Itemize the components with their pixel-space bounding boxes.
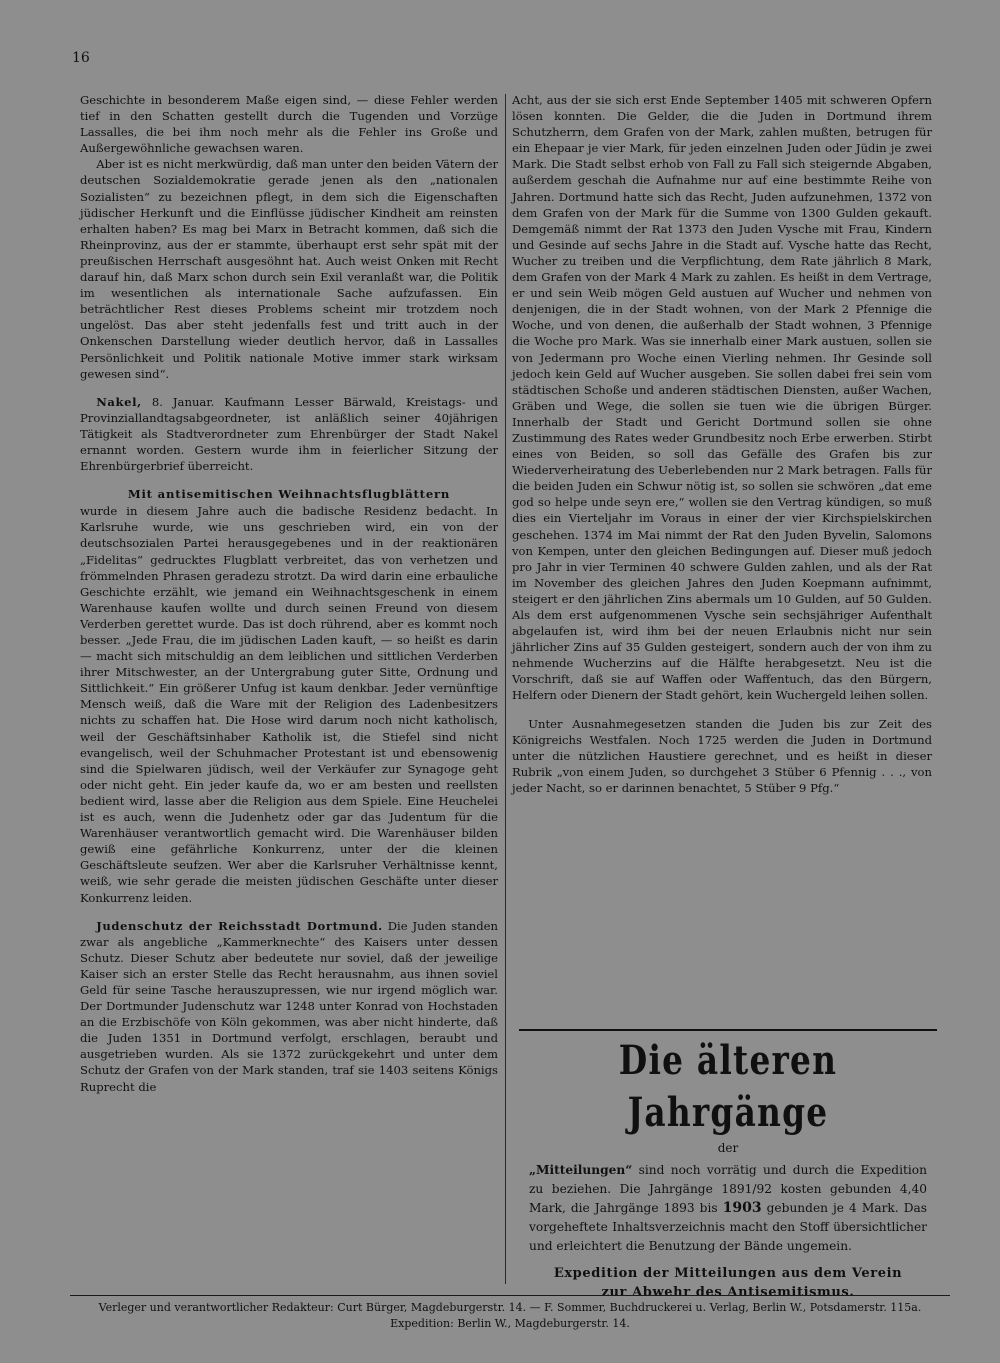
nakel-article [80, 394, 498, 474]
lassalle-paragraph-marx: Aber ist es nicht merkwürdig, daß man unter den beiden Vätern der deutschen Sozialdemokratie gerade jenen als den „nationalen Sozialisten“ zu bezeichnen pflegt, in dem sich die Eigenschaften jüdischer Herkunft und die Einflüsse jüdischer Kindheit am reinsten erhalten haben? Es mag bei Marx in Betracht kommen, daß sich die Rheinprovinz, aus der er stammte, überhaupt erst sehr spät mit der preußischen Herrschaft ausgesöhnt hat. Auch weist Onken mit Recht darauf hin, daß Marx schon durch sein Exil veranlaßt war, die Politik im wesentlichen als internationale Sache aufzufassen. Ein beträchtlicher Rest dieses Problems scheint mir trotzdem noch ungelöst. Das aber steht jedenfalls fest und tritt auch in der Onkenschen Darstellung wieder deutlich hervor, daß in Lassalles Persönlichkeit und Politik nationale Motive immer stark wirksam gewesen sind“. [80, 157, 498, 381]
dortmund-article [80, 918, 498, 1095]
advert-year: 1903 [722, 1200, 762, 1216]
advert-text-b: gebunden je 4 Mark. Das vorgeheftete Inhaltsverzeichnis macht den Stoff übersichtlicher und erleichtert die Benutzung der Bände ungemein. [529, 1201, 927, 1253]
advert-der: der [717, 1141, 739, 1155]
left-column [80, 92, 498, 1095]
advert-sign-line2: zur Abwehr des Antisemitismus. [601, 1285, 855, 1300]
dortmund-continuation: Acht, aus der sie sich erst Ende September 1405 mit schweren Opfern lösen konnten. Die Gelder, die die Juden in Dortmund ihrem Schutzherrn, dem Grafen von der Mark, zahlen mußten, betrugen für ein Ehepaar je vier Mark, für jeden einzelnen Juden oder Jüdin je zwei Mark. Die Stadt selbst erhob von Fall zu Fall sich steigernde Abgaben, außerdem geschah die Aufnahme nur auf eine bestimmte Reihe von Jahren. Dortmund hatte sich das Recht, Juden aufzunehmen, 1372 von dem Grafen von der Mark für die Summe von 1300 Gulden gekauft. Demgemäß nimmt der Rat 1373 den Juden Vysche mit Frau, Kindern und Gesinde auf sechs Jahre in die Stadt auf. Vysche hatte das Recht, Wucher zu treiben und die Verpflichtung, dem Rate jährlich 8 Mark, dem Grafen von der Mark 4 Mark zu zahlen. Es heißt in dem Vertrage, er und sein Weib mögen Geld austuen auf Wucher und nehmen von denjenigen, die in der Stadt wohnen, von der Mark 2 Pfennige die Woche, und von denen, die außerhalb der Stadt wohnen, 3 Pfennige die Woche pro Mark. Was sie innerhalb einer Mark austuen, sollen sie von Jedermann pro Woche einen Vierling nehmen. Ihr Gesinde soll jedoch kein Geld auf Wucher ausgeben. Sie sollen dabei frei sein vom städtischen Schoße und anderen städtischen Diensten, außer Wachen, Gräben und Wege, die sollen sie tuen wie die übrigen Bürger. Innerhalb der Stadt und Gericht Dortmund sollen sie ohne Zustimmung des Rates weder Grundbesitz noch Erbe erwerben. Stirbt eines von Beiden, so soll das Gefälle des Grafen bis zur Wiederverheiratung des Ueberlebenden nur 2 Mark betragen. Falls für die beiden Juden ein Schwur nötig ist, so sollen sie schwören „dat eme god so helpe unde seyn ere,“ wollen sie den Vertrag kündigen, so muß dies ein Vierteljahr im Voraus in einer der vier Kirchspielskirchen geschehen. 1374 im Mai nimmt der Rat den Juden Byvelin, Salomons von Kempen, unter den gleichen Bedingungen auf. Dieser muß jedoch pro Jahr in vier Terminen 40 schwere Gulden zahlen, und als der Rat im November des gleichen Jahres den Juden Koepmann aufnimmt, steigert er den jährlichen Zins abermals um 10 Gulden, auf 50 Gulden. Als dem erst aufgenommenen Vysche sein sechsjähriger Aufenthalt abgelaufen ist, wird ihm bei der neuen Erlaubnis nicht nur sein jährlicher Zins auf 35 Gulden gesteigert, sondern auch der von ihm zu nehmende Wucherzins auf die Hälfte herabgesetzt. Neu ist die Vorschrift, daß sie auf Waffen oder Waffentuch, das den Bürgern, Helfern oder Dienern der Stadt gehört, kein Wuchergeld leihen sollen. [512, 93, 932, 703]
advert-sign-line1: Expedition der Mitteilungen aus dem Verein [553, 1266, 903, 1281]
imprint-line1: Verleger und verantwortlicher Redakteur: Curt Bürger, Magdeburgerstr. 14. — F. Sommer, Buchdruckerei u. Verlag, Berlin W., Potsdamerstr. 115a. [98, 1301, 922, 1314]
advert-text-a: sind noch vorrätig und durch die Expedition zu beziehen. Die Jahrgänge 1891/92 kosten gebunden 4,40 Mark, die Jahrgänge 1893 bis [529, 1163, 927, 1215]
advertisement-box [519, 1029, 937, 1300]
flugblatt-heading: Mit antisemitischen Weihnachtsflugblättern [127, 487, 451, 502]
advert-body [529, 1161, 927, 1256]
westfalen-paragraph: Unter Ausnahmegesetzen standen die Juden bis zur Zeit des Königreichs Westfalen. Noch 1725 werden die Juden in Dortmund unter die nützlichen Haustiere gerechnet, und es heißt in dieser Rubrik „von einem Juden, so durchgehet 3 Stüber 6 Pfennig . . ., von jeder Nacht, so er darinnen benachtet, 5 Stüber 9 Pfg.“ [512, 716, 932, 795]
lassalle-paragraph-end: Geschichte in besonderem Maße eigen sind, — diese Fehler werden tief in den Schatten gestellt durch die Tugenden und Vorzüge Lassalles, die bei ihm noch mehr als die Fehler ins Große und Außergewöhnliche gewachsen waren. [80, 93, 498, 156]
nakel-text: 8. Januar. Kaufmann Lesser Bärwald, Kreistags- und Provinziallandtagsabgeordneter, ist anläßlich seiner 40jährigen Tätigkeit als Stadtverordneter zum Ehrenbürger der Stadt Nakel ernannt worden. Gestern wurde ihm in feierlicher Sitzung der Ehrenbürgerbrief überreicht. [80, 394, 498, 474]
advert-mitteilungen: „Mitteilungen“ [529, 1163, 633, 1177]
imprint-line2: Expedition: Berlin W., Magdeburgerstr. 14. [390, 1317, 630, 1330]
page-number: 16 [72, 50, 90, 66]
flugblatt-text: wurde in diesem Jahre auch die badische Residenz bedacht. In Karlsruhe wurde, wie uns geschrieben wird, ein von der deutschsozialen Partei herausgegebenes und in der reaktionären „Fidelitas“ gedrucktes Flugblatt verbreitet, das von verhetzen und frömmelnden Phrasen geradezu strotzt. Da wird darin eine erbauliche Geschichte erzählt, wie jemand ein Weihnachtsgeschenk in einem Warenhause kaufen wollte und durch seinen Freund von diesem Verderben gerettet wurde. Das ist doch rührend, aber es kommt noch besser. „Jede Frau, die im jüdischen Laden kauft, — so heißt es darin — macht sich mitschuldig an dem leiblichen und sittlichen Verderben ihrer Mitschwester, an der Untergrabung guter Sitte, Ordnung und Sittlichkeit.“ Ein größerer Unfug ist kaum denkbar. Jeder vernünftige Mensch weiß, daß die Ware mit der Religion des Ladenbesitzers nichts zu schaffen hat. Die Hose wird darum noch nicht katholisch, weil der Geschäftsinhaber Katholik ist, die Stiefel sind nicht evangelisch, weil der Schuhmacher Protestant ist und ebensowenig sind die Spielwaren jüdisch, weil der Verkäufer zur Synagoge geht oder nicht geht. Ein jeder kaufe da, wo er am besten und reellsten bedient wird, lasse aber die Religion aus dem Spiele. Eine Heuchelei ist es auch, wenn die Judenhetz oder gar das Judentum für die Warenhäuser verantwortlich gemacht wird. Die Warenhäuser bilden gewiß eine gefährliche Konkurrenz, unter der die kleinen Geschäftsleute seufzen. Wer aber die Karlsruher Verhältnisse kennt, weiß, wie sehr gerade die meisten jüdischen Geschäfte unter dieser Konkurrenz leiden. [80, 504, 498, 905]
imprint-footer [70, 1295, 950, 1332]
dortmund-heading: Judenschutz der Reichsstadt Dortmund. [96, 918, 383, 933]
column-divider [505, 94, 506, 1284]
nakel-lead: Nakel, [96, 394, 142, 409]
dortmund-text: Die Juden standen zwar als angebliche „Kammerknechte“ des Kaisers unter dessen Schutz. Dieser Schutz aber bedeutete nur soviel, daß der jeweilige Kaiser sich an erster Stelle das Recht herausnahm, aus ihnen soviel Geld für seine Tasche herauszupressen, wie nur irgend möglich war. Der Dortmunder Judenschutz war 1248 unter Konrad von Hochstaden an die Erzbischöfe von Köln gekommen, was aber nicht hinderte, daß die Juden 1351 in Dortmund verfolgt, erschlagen, beraubt und ausgetrieben wurden. Als sie 1372 zurückgekehrt und unter dem Schutz der Grafen von der Mark standen, traf sie 1403 seitens Königs Ruprecht die [80, 918, 498, 1094]
advert-title: Die älteren Jahrgänge [618, 1037, 838, 1136]
right-column [512, 92, 932, 796]
